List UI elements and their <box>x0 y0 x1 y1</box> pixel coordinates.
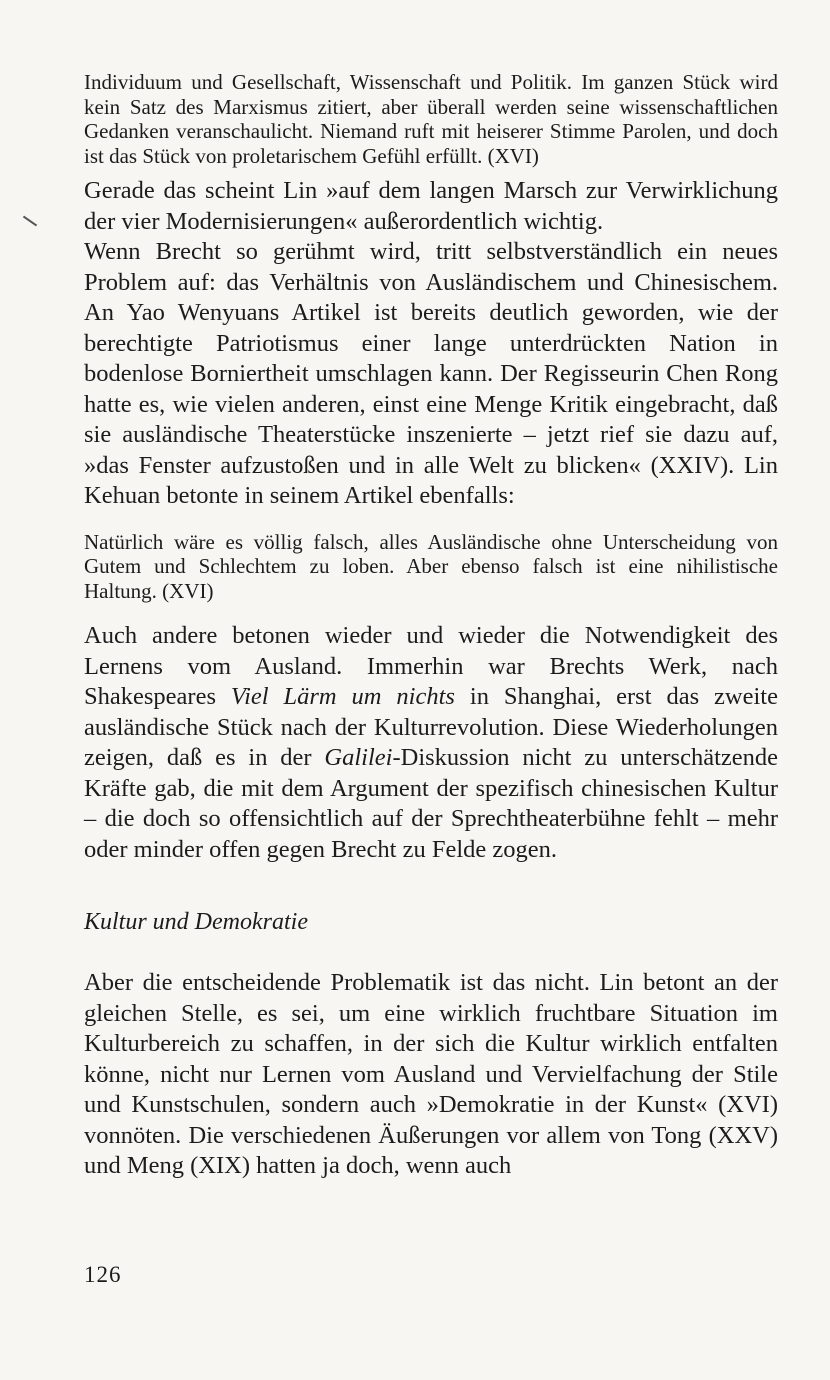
paragraph-3-text-3: -Diskussion nicht zu unterschätzende Kräfte gab, die mit dem Argument der spezifisch chinesischen Kultur – die doch so offensichtlich auf der Sprechtheaterbühne fehlt – mehr oder minder offen gegen Brecht zu Felde zogen. <box>84 744 778 863</box>
title-galilei: Galilei <box>324 744 393 771</box>
paragraph-3 <box>84 621 778 865</box>
paragraph-4: Aber die entscheidende Problematik ist das nicht. Lin betont an der gleichen Stelle, es sei, um eine wirklich fruchtbare Situation im Kulturbereich zu schaffen, in der sich die Kultur wirklich entfalten könne, nicht nur Lernen vom Ausland und Vervielfachung der Stile und Kunstschulen, sondern auch »Demokratie in der Kunst« (XVI) vonnöten. Die verschiedenen Äußerungen vor allem von Tong (XXV) und Meng (XIX) hatten ja doch, wenn auch <box>84 969 778 1179</box>
section-heading: Kultur und Demokratie <box>84 909 308 935</box>
paragraph-3-text-2: in Shanghai, erst das zweite ausländische Stück nach der Kulturrevolution. Diese Wiederholungen zeigen, daß es in der <box>84 683 778 771</box>
page-number: 126 <box>84 1262 122 1287</box>
paragraph-2: Wenn Brecht so gerühmt wird, tritt selbstverständlich ein neues Problem auf: das Verhältnis von Ausländischem und Chinesischem. An Yao Wenyuans Artikel ist bereits deutlich geworden, wie der berechtigte Patriotismus einer lange unterdrückten Nation in bodenlose Borniertheit umschlagen kann. Der Regisseurin Chen Rong hatte es, wie vielen anderen, einst eine Menge Kritik eingebracht, daß sie ausländische Theaterstücke inszenierte – jetzt rief sie dazu auf, »das Fenster aufzustoßen und in alle Welt zu blicken« (XXIV). Lin Kehuan betonte in seinem Artikel ebenfalls: <box>84 238 778 509</box>
paragraph-1: Gerade das scheint Lin »auf dem langen Marsch zur Verwirklichung der vier Modernisierungen« außerordentlich wichtig. <box>84 177 778 235</box>
block-quote-2: Natürlich wäre es völlig falsch, alles Ausländische ohne Unterscheidung von Gutem und Schlechtem zu loben. Aber ebenso falsch ist eine nihilistische Haltung. (XVI) <box>84 529 778 603</box>
title-viel-laerm: Viel Lärm um nichts <box>230 683 455 710</box>
paragraph-3-text-1: Auch andere betonen wieder und wieder die Notwendigkeit des Lernens vom Ausland. Immerhin war Brechts Werk, nach Shakespeares <box>84 622 778 710</box>
block-quote-1: Individuum und Gesellschaft, Wissenschaft und Politik. Im ganzen Stück wird kein Satz des Marxismus zitiert, aber überall werden seine wissenschaftlichen Gedanken veranschaulicht. Niemand ruft mit heiserer Stimme Parolen, und doch ist das Stück von proletarischem Gefühl erfüllt. (XVI) <box>84 70 778 168</box>
margin-pencil-mark <box>23 216 37 227</box>
